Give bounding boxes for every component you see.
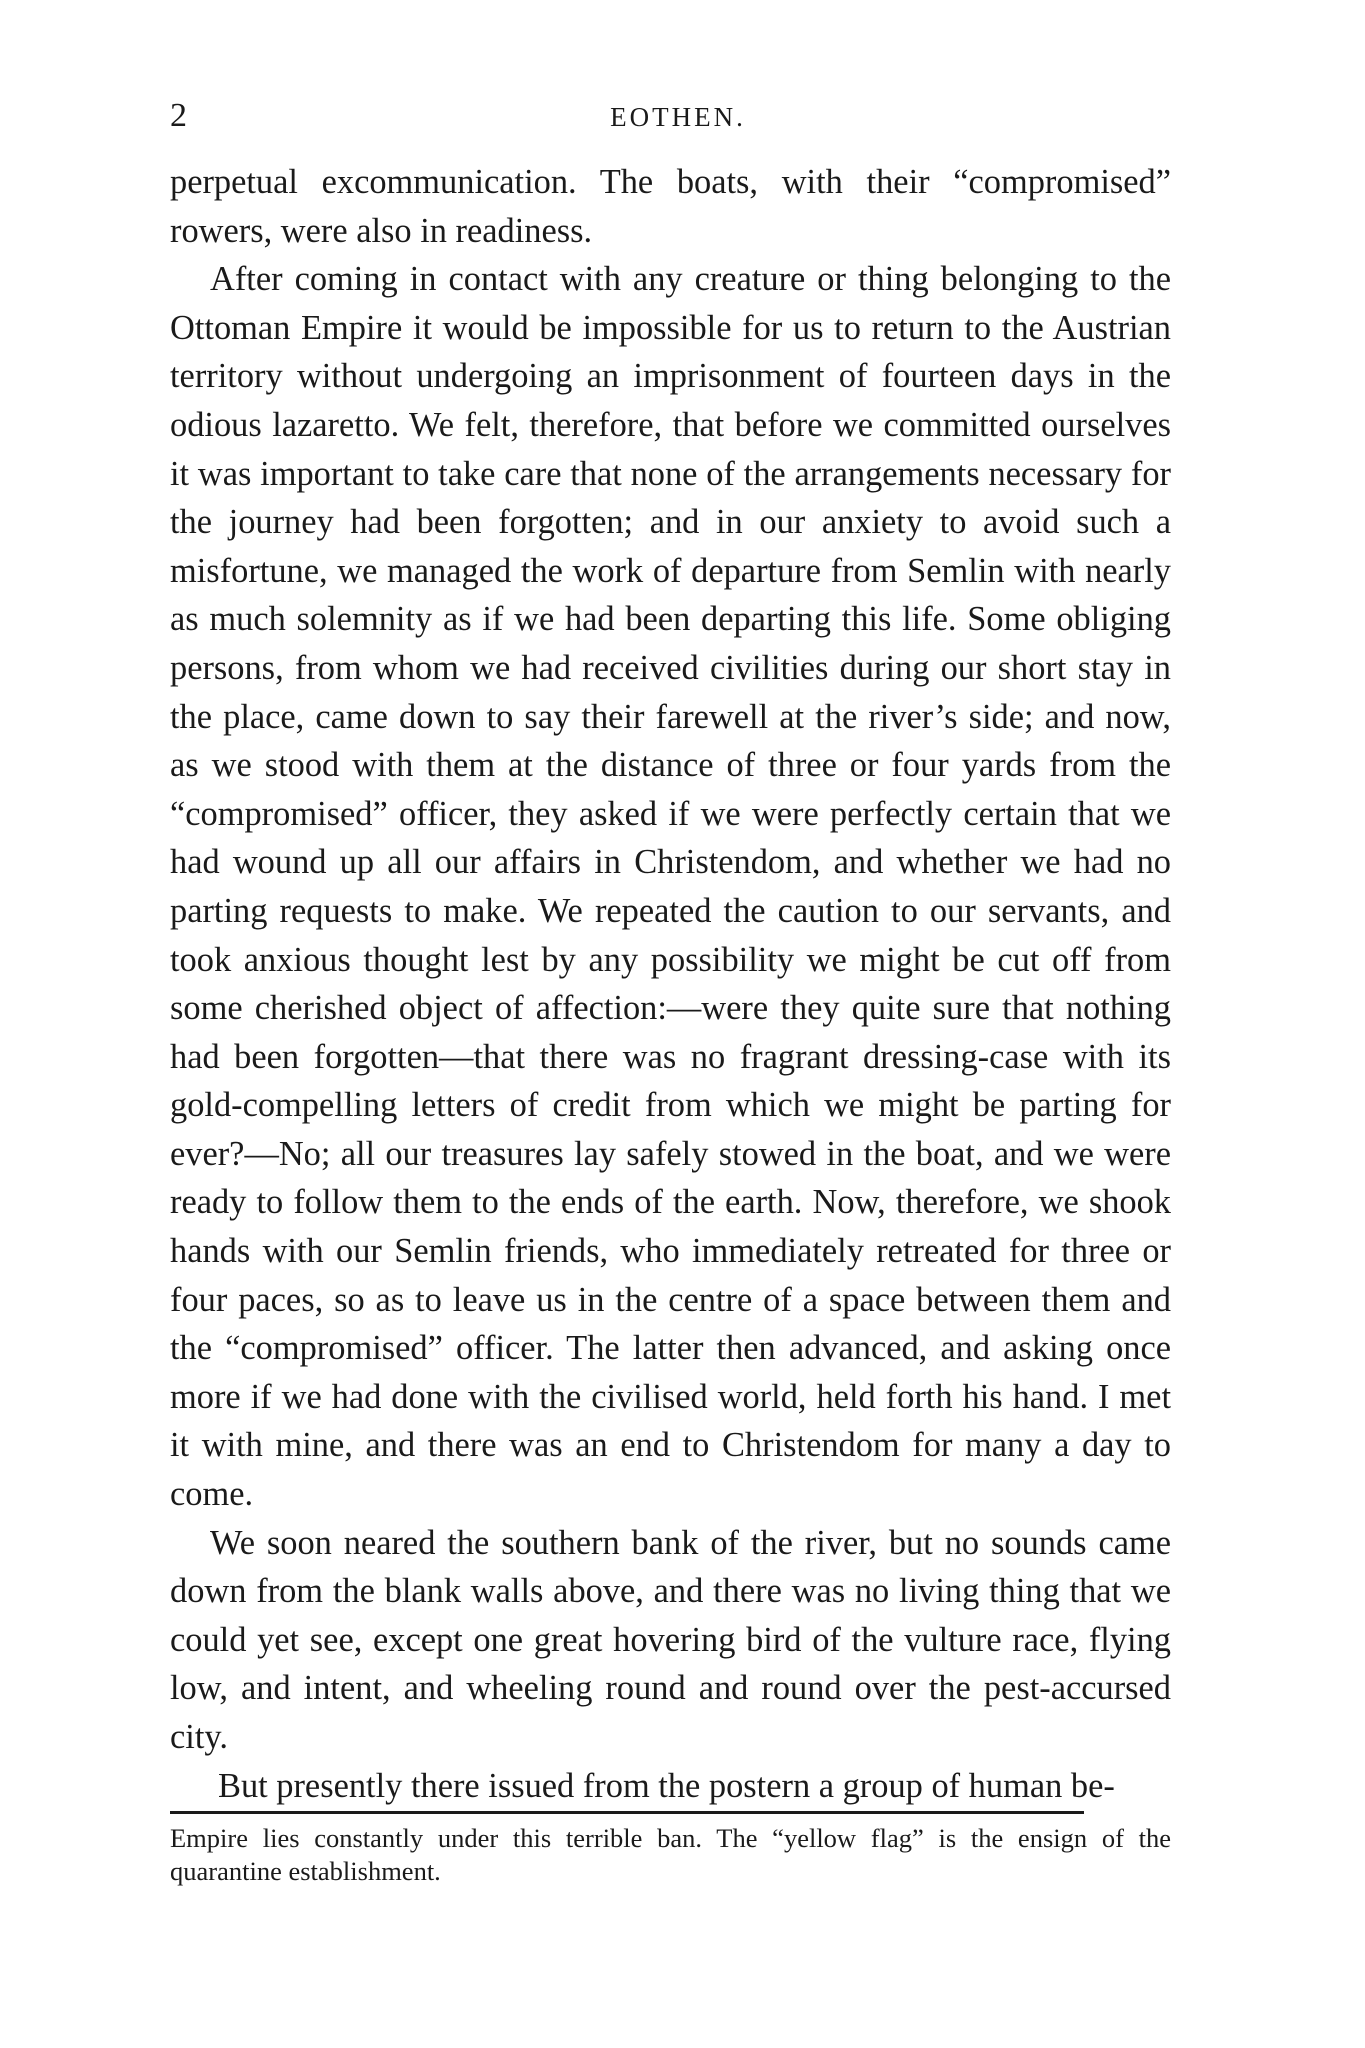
body-text [170,158,1171,1810]
running-head [170,96,1186,144]
paragraph-southern-bank: We soon neared the southern bank of the river, but no sounds came down from the blank walls above, and there was no living thing that we could yet see, except one great hovering bird of the vulture race, flying low, and intent, and wheeling round and round over the pest-accursed city. [170,1523,1171,1756]
paragraph-departure: After coming in contact with any creature or thing belonging to the Ottoman Empire it would be impossible for us to return to the Austrian territory without undergoing an imprisonment of fourteen days in the odious lazaretto. We felt, therefore, that before we committed ourselves it was important to take care that none of the arrangements necessary for the journey had been forgotten; and in our anxiety to avoid such a misfortune, we managed the work of departure from Semlin with nearly as much solemnity as if we had been departing this life. Some obliging persons, from whom we had received civilities during our short stay in the place, came down to say their farewell at the river’s side; and now, as we stood with them at the distance of three or four yards from the “compromised” officer, they asked if we were perfectly certain that we had wound up all our affairs in Christendom, and whether we had no parting requests to make. We repeated the caution to our servants, and took anxious thought lest by any possibility we might be cut off from some cherished object of affection:—were they quite sure that nothing had been forgotten—that there was no fragrant dressing-case with its gold-compelling letters of credit from which we might be parting for ever?—No; all our treasures lay safely stowed in the boat, and we were ready to follow them to the ends of the earth. Now, therefore, we shook hands with our Semlin friends, who immediately retreated for three or four paces, so as to leave us in the centre of a space between them and the “compromised” officer. The latter then advanced, and asking once more if we had done with the civilised world, held forth his hand. I met it with mine, and there was an end to Christendom for many a day to come. [170,260,1171,1514]
paragraph-continuation: perpetual excommunication. The boats, with their “compromised” rowers, were also in readiness. [170,163,1171,250]
footnote: Empire lies constantly under this terrible ban. The “yellow flag” is the ensign of the quarantine establishment. [170,1823,1171,1886]
running-title: EOTHEN. [610,102,746,132]
paragraph-postern: But presently there issued from the postern a group of human be- [218,1766,1115,1805]
footnote-rule [170,1811,1084,1814]
page-number: 2 [170,97,187,134]
